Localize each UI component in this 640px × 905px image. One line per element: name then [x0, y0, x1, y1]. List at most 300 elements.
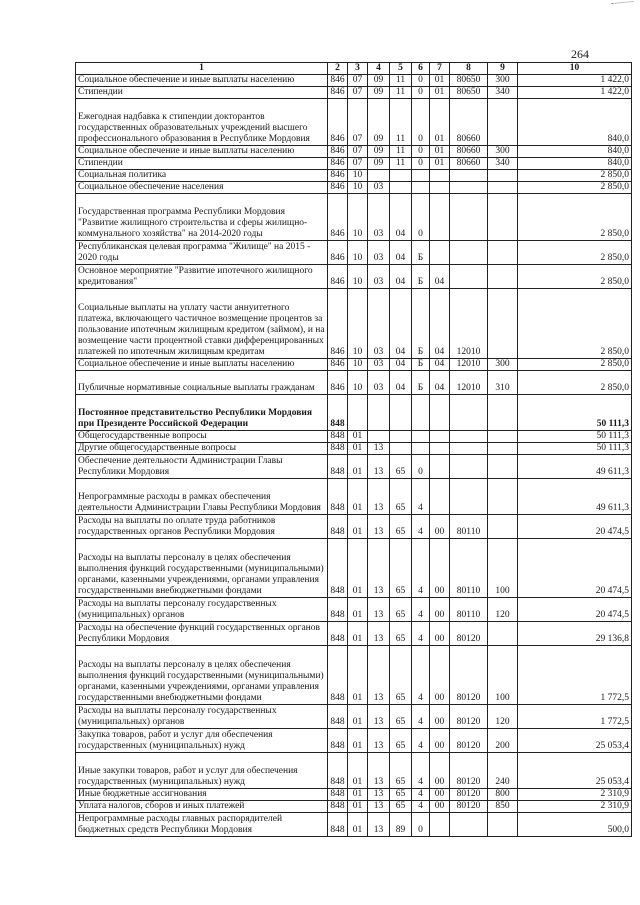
- code-event: 00: [430, 539, 450, 598]
- code-event: [430, 455, 450, 479]
- code-admin: 846: [328, 241, 348, 265]
- code-admin: 846: [328, 194, 348, 241]
- row-name: Расходы на выплаты персоналу государственных (муниципальных) органов: [76, 598, 328, 622]
- code-program: 65: [390, 622, 412, 646]
- code-direction: [450, 443, 488, 455]
- code-subsection: 09: [368, 87, 390, 99]
- code-direction: 80660: [450, 146, 488, 158]
- code-subsection: 13: [368, 443, 390, 455]
- row-amount: 2 850,0: [518, 359, 632, 371]
- code-subprogram: 0: [412, 99, 430, 146]
- table-row: [76, 87, 632, 99]
- code-expense-type: 300: [488, 359, 518, 371]
- header-cell: 5: [390, 63, 412, 75]
- code-program: 11: [390, 158, 412, 170]
- code-direction: 12010: [450, 371, 488, 395]
- code-subprogram: [412, 182, 430, 194]
- row-amount: 1 422,0: [518, 75, 632, 87]
- code-direction: [450, 265, 488, 289]
- row-name: Социальное обеспечение и иные выплаты населению: [76, 75, 328, 87]
- code-subsection: 13: [368, 753, 390, 789]
- table-row: [76, 170, 632, 182]
- header-cell: 3: [348, 63, 368, 75]
- row-amount: 20 474,5: [518, 515, 632, 539]
- code-admin: 848: [328, 479, 348, 515]
- code-expense-type: 310: [488, 371, 518, 395]
- code-direction: [450, 170, 488, 182]
- row-amount: 500,0: [518, 813, 632, 837]
- code-program: 65: [390, 801, 412, 813]
- table-row: [76, 729, 632, 753]
- code-subsection: [368, 170, 390, 182]
- row-name: Социальное обеспечение и иные выплаты населению: [76, 359, 328, 371]
- code-admin: 848: [328, 455, 348, 479]
- code-section: 07: [348, 75, 368, 87]
- code-program: 04: [390, 371, 412, 395]
- code-subsection: 09: [368, 75, 390, 87]
- table-row: [76, 753, 632, 789]
- code-subprogram: 4: [412, 789, 430, 801]
- code-subprogram: Б: [412, 241, 430, 265]
- row-amount: 20 474,5: [518, 598, 632, 622]
- code-event: 04: [430, 289, 450, 359]
- row-name: Стипендии: [76, 87, 328, 99]
- code-subprogram: 4: [412, 515, 430, 539]
- code-direction: 80120: [450, 729, 488, 753]
- budget-table-body: [76, 63, 632, 837]
- code-section: 01: [348, 813, 368, 837]
- code-admin: 848: [328, 515, 348, 539]
- code-direction: 80110: [450, 598, 488, 622]
- code-subsection: 13: [368, 646, 390, 705]
- code-subsection: 13: [368, 813, 390, 837]
- code-program: 65: [390, 705, 412, 729]
- code-subprogram: [412, 170, 430, 182]
- code-admin: 848: [328, 622, 348, 646]
- code-event: [430, 443, 450, 455]
- code-program: 65: [390, 729, 412, 753]
- row-name: Уплата налогов, сборов и иных платежей: [76, 801, 328, 813]
- row-name: Иные бюджетные ассигнования: [76, 789, 328, 801]
- code-section: 01: [348, 705, 368, 729]
- row-amount: 49 611,3: [518, 479, 632, 515]
- row-name: Другие общегосударственные вопросы: [76, 443, 328, 455]
- row-amount: 2 850,0: [518, 371, 632, 395]
- code-program: 04: [390, 194, 412, 241]
- row-name: Расходы на выплаты персоналу в целях обеспечения выполнения функций государственными (муниципальными) органами, казенными учреждениями, органами управления государственными внебюджетными фондами: [76, 646, 328, 705]
- code-subprogram: 4: [412, 729, 430, 753]
- code-direction: [450, 431, 488, 443]
- code-expense-type: 800: [488, 789, 518, 801]
- code-event: 01: [430, 87, 450, 99]
- code-event: [430, 479, 450, 515]
- code-expense-type: [488, 443, 518, 455]
- row-amount: 840,0: [518, 158, 632, 170]
- code-subprogram: 4: [412, 705, 430, 729]
- code-section: 01: [348, 455, 368, 479]
- code-subprogram: Б: [412, 289, 430, 359]
- code-event: 04: [430, 371, 450, 395]
- code-subprogram: 0: [412, 75, 430, 87]
- row-amount: 2 850,0: [518, 170, 632, 182]
- code-event: 00: [430, 729, 450, 753]
- code-subprogram: 0: [412, 146, 430, 158]
- code-subprogram: 0: [412, 813, 430, 837]
- code-admin: 848: [328, 789, 348, 801]
- row-name: Социальные выплаты на уплату части аннуитетного платежа, включающего частичное возмещение процентов за пользование ипотечным жилищным кредитом (займом), и на возмещение части процентной ставки дифференцированных платежей по ипотечным жилищным кредитам: [76, 289, 328, 359]
- row-amount: 2 850,0: [518, 289, 632, 359]
- code-program: [390, 170, 412, 182]
- code-section: 01: [348, 598, 368, 622]
- code-subsection: 09: [368, 158, 390, 170]
- code-program: 65: [390, 455, 412, 479]
- code-expense-type: [488, 241, 518, 265]
- code-admin: 848: [328, 395, 348, 431]
- code-section: 10: [348, 194, 368, 241]
- code-event: 00: [430, 801, 450, 813]
- code-program: [390, 431, 412, 443]
- code-expense-type: [488, 265, 518, 289]
- code-subsection: 09: [368, 99, 390, 146]
- row-name: Стипендии: [76, 158, 328, 170]
- code-event: 01: [430, 75, 450, 87]
- row-amount: 50 111,3: [518, 431, 632, 443]
- table-row: [76, 146, 632, 158]
- code-program: 65: [390, 539, 412, 598]
- code-subprogram: 4: [412, 753, 430, 789]
- code-section: 10: [348, 170, 368, 182]
- row-amount: 50 111,3: [518, 443, 632, 455]
- code-program: 65: [390, 789, 412, 801]
- table-row: [76, 289, 632, 359]
- code-subprogram: 0: [412, 158, 430, 170]
- row-name: Расходы на выплаты персоналу в целях обеспечения выполнения функций государственными (муниципальными) органами, казенными учреждениями, органами управления государственными внебюджетными фондами: [76, 539, 328, 598]
- code-subprogram: Б: [412, 265, 430, 289]
- code-section: 01: [348, 801, 368, 813]
- row-name: Постоянное представительство Республики Мордовия при Президенте Российской Федерации: [76, 395, 328, 431]
- table-row: [76, 182, 632, 194]
- code-direction: 80650: [450, 75, 488, 87]
- code-admin: 846: [328, 265, 348, 289]
- table-row: [76, 598, 632, 622]
- code-direction: [450, 455, 488, 479]
- table-row: [76, 789, 632, 801]
- code-direction: 12010: [450, 359, 488, 371]
- row-amount: 50 111,3: [518, 395, 632, 431]
- table-row: [76, 265, 632, 289]
- code-admin: 846: [328, 182, 348, 194]
- row-name: Общегосударственные вопросы: [76, 431, 328, 443]
- code-program: 11: [390, 75, 412, 87]
- code-event: [430, 170, 450, 182]
- code-direction: 80120: [450, 622, 488, 646]
- header-cell: 2: [328, 63, 348, 75]
- code-direction: [450, 395, 488, 431]
- row-name: Ежегодная надбавка к стипендии докторантов государственных образовательных учреждений высшего профессионального образования в Республике Мордовия: [76, 99, 328, 146]
- code-direction: [450, 182, 488, 194]
- code-program: 04: [390, 265, 412, 289]
- scan-corner-mark: [612, 1, 635, 12]
- table-row: [76, 359, 632, 371]
- row-amount: 2 850,0: [518, 194, 632, 241]
- row-amount: 49 611,3: [518, 455, 632, 479]
- table-row: [76, 455, 632, 479]
- row-amount: 25 053,4: [518, 753, 632, 789]
- code-direction: 80120: [450, 753, 488, 789]
- code-expense-type: [488, 170, 518, 182]
- row-amount: 2 310,9: [518, 789, 632, 801]
- code-program: 65: [390, 753, 412, 789]
- row-name: Непрограммные расходы в рамках обеспечения деятельности Администрации Главы Республики Мордовия: [76, 479, 328, 515]
- code-subprogram: 4: [412, 539, 430, 598]
- row-name: Социальное обеспечение населения: [76, 182, 328, 194]
- header-cell: 7: [430, 63, 450, 75]
- code-admin: 848: [328, 753, 348, 789]
- code-event: 00: [430, 646, 450, 705]
- row-amount: 1 422,0: [518, 87, 632, 99]
- code-event: 00: [430, 705, 450, 729]
- code-expense-type: [488, 182, 518, 194]
- table-row: [76, 75, 632, 87]
- code-program: 04: [390, 241, 412, 265]
- code-admin: 848: [328, 801, 348, 813]
- code-subprogram: 4: [412, 598, 430, 622]
- row-name: Государственная программа Республики Мордовия "Развитие жилищного строительства и сферы жилищно-коммунального хозяйства" на 2014-2020 годы: [76, 194, 328, 241]
- code-direction: [450, 813, 488, 837]
- code-subsection: 13: [368, 539, 390, 598]
- row-amount: 840,0: [518, 146, 632, 158]
- code-direction: 80120: [450, 646, 488, 705]
- row-amount: 2 310,9: [518, 801, 632, 813]
- code-expense-type: [488, 455, 518, 479]
- code-event: 00: [430, 515, 450, 539]
- code-subsection: 03: [368, 241, 390, 265]
- row-name: Основное мероприятие "Развитие ипотечного жилищного кредитования": [76, 265, 328, 289]
- header-cell: 6: [412, 63, 430, 75]
- code-program: 65: [390, 479, 412, 515]
- code-subsection: 13: [368, 598, 390, 622]
- row-amount: 2 850,0: [518, 241, 632, 265]
- code-expense-type: 300: [488, 75, 518, 87]
- row-amount: 840,0: [518, 99, 632, 146]
- code-section: 01: [348, 789, 368, 801]
- code-admin: 846: [328, 99, 348, 146]
- code-subsection: 03: [368, 371, 390, 395]
- code-event: 01: [430, 158, 450, 170]
- row-name: Расходы на выплаты по оплате труда работников государственных органов Республики Мордовия: [76, 515, 328, 539]
- code-expense-type: [488, 515, 518, 539]
- table-row: [76, 622, 632, 646]
- code-subsection: 13: [368, 455, 390, 479]
- table-row: [76, 801, 632, 813]
- code-event: 04: [430, 265, 450, 289]
- code-section: [348, 395, 368, 431]
- row-name: Закупка товаров, работ и услуг для обеспечения государственных (муниципальных) нужд: [76, 729, 328, 753]
- row-amount: 1 772,5: [518, 646, 632, 705]
- table-row: [76, 194, 632, 241]
- code-section: 01: [348, 729, 368, 753]
- code-admin: 848: [328, 443, 348, 455]
- table-row: [76, 479, 632, 515]
- code-section: 07: [348, 146, 368, 158]
- code-subsection: 13: [368, 622, 390, 646]
- code-subsection: [368, 395, 390, 431]
- code-admin: 846: [328, 371, 348, 395]
- code-subsection: 13: [368, 789, 390, 801]
- code-event: [430, 194, 450, 241]
- code-section: 10: [348, 265, 368, 289]
- code-expense-type: [488, 431, 518, 443]
- row-amount: 2 850,0: [518, 265, 632, 289]
- code-section: 10: [348, 371, 368, 395]
- code-expense-type: [488, 813, 518, 837]
- code-admin: 848: [328, 598, 348, 622]
- code-subprogram: 4: [412, 622, 430, 646]
- budget-table: [75, 62, 632, 837]
- code-expense-type: 200: [488, 729, 518, 753]
- code-event: [430, 813, 450, 837]
- table-row: [76, 443, 632, 455]
- code-section: 10: [348, 289, 368, 359]
- code-event: [430, 431, 450, 443]
- code-expense-type: 340: [488, 87, 518, 99]
- code-subsection: 13: [368, 479, 390, 515]
- code-event: 04: [430, 359, 450, 371]
- code-admin: 846: [328, 289, 348, 359]
- code-expense-type: [488, 622, 518, 646]
- table-row: [76, 99, 632, 146]
- code-program: 04: [390, 289, 412, 359]
- code-subprogram: [412, 395, 430, 431]
- row-name: Социальное обеспечение и иные выплаты населению: [76, 146, 328, 158]
- code-program: [390, 182, 412, 194]
- row-amount: 29 136,8: [518, 622, 632, 646]
- code-direction: 80650: [450, 87, 488, 99]
- code-program: 65: [390, 598, 412, 622]
- code-event: 01: [430, 99, 450, 146]
- code-expense-type: 850: [488, 801, 518, 813]
- code-admin: 846: [328, 158, 348, 170]
- code-program: 11: [390, 87, 412, 99]
- code-section: 07: [348, 99, 368, 146]
- table-row: [76, 646, 632, 705]
- header-cell: 1: [76, 63, 328, 75]
- header-cell: 4: [368, 63, 390, 75]
- code-subprogram: Б: [412, 371, 430, 395]
- code-admin: 846: [328, 146, 348, 158]
- code-event: [430, 182, 450, 194]
- table-header-row: [76, 63, 632, 75]
- code-section: 01: [348, 646, 368, 705]
- code-direction: 80120: [450, 801, 488, 813]
- table-row: [76, 539, 632, 598]
- code-admin: 848: [328, 813, 348, 837]
- row-name: Обеспечение деятельности Администрации Главы Республики Мордовия: [76, 455, 328, 479]
- code-section: 10: [348, 359, 368, 371]
- code-section: 01: [348, 539, 368, 598]
- code-program: [390, 443, 412, 455]
- code-section: 01: [348, 431, 368, 443]
- code-expense-type: [488, 395, 518, 431]
- code-section: 10: [348, 241, 368, 265]
- row-name: Расходы на выплаты персоналу государственных (муниципальных) органов: [76, 705, 328, 729]
- page-number: 264: [571, 47, 589, 61]
- table-row: [76, 395, 632, 431]
- code-event: 00: [430, 598, 450, 622]
- code-section: 01: [348, 515, 368, 539]
- code-subsection: 13: [368, 515, 390, 539]
- code-event: 00: [430, 622, 450, 646]
- code-subprogram: [412, 431, 430, 443]
- code-direction: 80120: [450, 705, 488, 729]
- table-row: [76, 431, 632, 443]
- code-admin: 848: [328, 539, 348, 598]
- row-name: Социальная политика: [76, 170, 328, 182]
- code-admin: 846: [328, 75, 348, 87]
- code-direction: [450, 479, 488, 515]
- code-expense-type: [488, 194, 518, 241]
- code-admin: 848: [328, 729, 348, 753]
- code-subsection: 03: [368, 265, 390, 289]
- code-direction: [450, 241, 488, 265]
- code-program: 04: [390, 359, 412, 371]
- code-section: 07: [348, 87, 368, 99]
- code-admin: 848: [328, 646, 348, 705]
- code-expense-type: [488, 479, 518, 515]
- code-direction: 12010: [450, 289, 488, 359]
- code-admin: 846: [328, 359, 348, 371]
- code-subprogram: 4: [412, 801, 430, 813]
- table-row: [76, 158, 632, 170]
- header-cell: 9: [488, 63, 518, 75]
- code-expense-type: [488, 289, 518, 359]
- code-direction: 80660: [450, 158, 488, 170]
- code-admin: 848: [328, 431, 348, 443]
- code-expense-type: 100: [488, 646, 518, 705]
- code-program: 65: [390, 515, 412, 539]
- code-expense-type: [488, 99, 518, 146]
- code-section: 10: [348, 182, 368, 194]
- code-subsection: 03: [368, 289, 390, 359]
- code-section: 01: [348, 479, 368, 515]
- code-section: 07: [348, 158, 368, 170]
- table-row: [76, 371, 632, 395]
- table-row: [76, 241, 632, 265]
- code-subprogram: 4: [412, 646, 430, 705]
- code-subsection: 09: [368, 146, 390, 158]
- code-event: [430, 395, 450, 431]
- row-name: Непрограммные расходы главных распорядителей бюджетных средств Республики Мордовия: [76, 813, 328, 837]
- code-subprogram: 0: [412, 194, 430, 241]
- code-program: 89: [390, 813, 412, 837]
- code-subprogram: 0: [412, 87, 430, 99]
- code-section: 01: [348, 753, 368, 789]
- table-row: [76, 705, 632, 729]
- header-cell: 8: [450, 63, 488, 75]
- row-name: Публичные нормативные социальные выплаты гражданам: [76, 371, 328, 395]
- code-direction: 80660: [450, 99, 488, 146]
- row-name: Расходы на обеспечение функций государственных органов Республики Мордовия: [76, 622, 328, 646]
- code-direction: 80110: [450, 515, 488, 539]
- code-subprogram: Б: [412, 359, 430, 371]
- code-admin: 846: [328, 87, 348, 99]
- row-name: Иные закупки товаров, работ и услуг для обеспечения государственных (муниципальных) нужд: [76, 753, 328, 789]
- code-program: 11: [390, 99, 412, 146]
- code-expense-type: 120: [488, 705, 518, 729]
- code-program: [390, 395, 412, 431]
- code-direction: 80120: [450, 789, 488, 801]
- code-direction: 80110: [450, 539, 488, 598]
